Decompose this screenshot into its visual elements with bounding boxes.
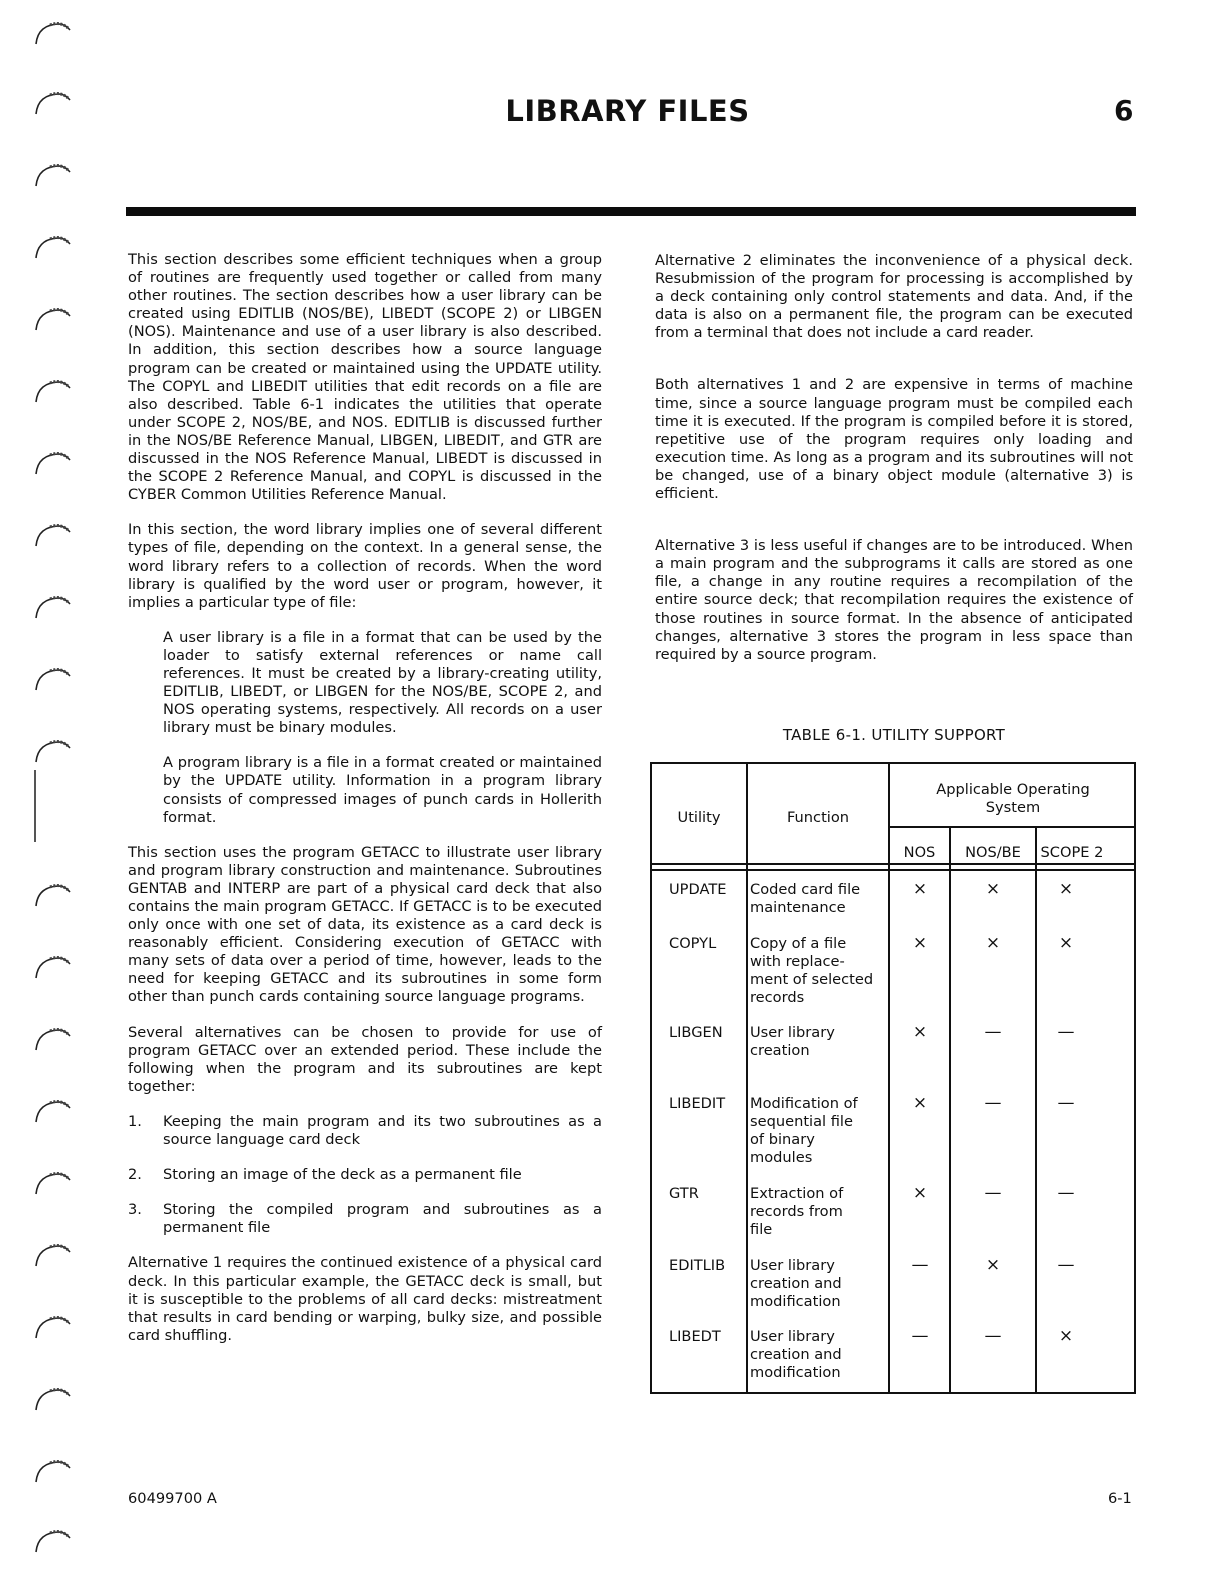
binder-hole-icon xyxy=(26,520,72,550)
binder-hole-icon xyxy=(26,1240,72,1270)
mark-nos-be: — xyxy=(984,1022,1002,1042)
mark-scope2: — xyxy=(1057,1093,1075,1113)
right-column xyxy=(655,252,1133,698)
mark-scope2: — xyxy=(1057,1255,1075,1275)
binder-hole-icon xyxy=(26,304,72,334)
paragraph: Several alternatives can be chosen to provide for use of program GETACC over an extended period. These include the following when the program and its subroutines are kept together: xyxy=(128,1023,602,1095)
mark-nos-be: — xyxy=(984,1093,1002,1113)
cell-function: file xyxy=(750,1221,773,1238)
mark-nos-be: — xyxy=(984,1326,1002,1346)
cell-utility: COPYL xyxy=(669,935,717,952)
mark-nos-be: × xyxy=(985,1255,1001,1275)
list-text: Keeping the main program and its two subroutines as a source language card deck xyxy=(163,1112,602,1149)
list-number: 2. xyxy=(128,1166,142,1184)
list-item xyxy=(128,1166,602,1184)
header-scope2: SCOPE 2 xyxy=(1040,844,1104,861)
header-function: Function xyxy=(786,809,850,826)
paragraph: In this section, the word library implies one of several different types of file, depending on the context. In a general sense, the word library refers to a collection of records. When the word library is qualified by the word user or program, however, it implies a particular type of file: xyxy=(128,521,602,611)
cell-function: Copy of a file xyxy=(750,935,847,952)
mark-nos: × xyxy=(912,1022,928,1042)
cell-utility: EDITLIB xyxy=(669,1257,726,1274)
cell-function: Modification of xyxy=(750,1095,858,1112)
page-title: LIBRARY FILES xyxy=(505,94,750,128)
cell-utility: LIBEDIT xyxy=(669,1095,726,1112)
header-utility: Utility xyxy=(677,809,721,826)
binder-hole-icon xyxy=(26,448,72,478)
cell-function: creation and xyxy=(750,1275,842,1292)
list-item xyxy=(128,1201,602,1237)
header-applicable-os: Applicable Operating xyxy=(936,781,1090,798)
cell-function: User library xyxy=(750,1257,835,1274)
binder-hole-icon xyxy=(26,160,72,190)
cell-utility: LIBGEN xyxy=(669,1024,723,1041)
left-column xyxy=(128,251,602,1362)
alternatives-list xyxy=(128,1113,602,1237)
paragraph: Both alternatives 1 and 2 are expensive in terms of machine time, since a source language program must be compiled each time it is executed. If the program is compiled before it is stored, repetitive use of the program requires only loading and execution time. As long as a program and its subroutines will not be changed, use of a binary object module (alternative 3) is efficient. xyxy=(655,376,1133,503)
section-number: 6 xyxy=(1114,94,1134,127)
table-divider xyxy=(746,764,748,1392)
mark-scope2: × xyxy=(1058,879,1074,899)
list-number: 1. xyxy=(128,1112,142,1130)
binder-hole-icon xyxy=(26,880,72,910)
cell-function: records from xyxy=(750,1203,843,1220)
header-nos: NOS xyxy=(903,844,936,861)
binder-hole-icon xyxy=(26,592,72,622)
binder-hole-icon xyxy=(26,736,72,766)
cell-function: sequential file xyxy=(750,1113,853,1130)
binder-hole-icon xyxy=(26,1312,72,1342)
cell-utility: GTR xyxy=(669,1185,699,1202)
cell-function: User library xyxy=(750,1328,835,1345)
list-text: Storing an image of the deck as a permanent file xyxy=(163,1166,522,1184)
table-divider xyxy=(652,869,1134,871)
mark-scope2: × xyxy=(1058,933,1074,953)
mark-nos-be: × xyxy=(985,933,1001,953)
cell-function: User library xyxy=(750,1024,835,1041)
cell-function: with replace- xyxy=(750,953,845,970)
binder-edge-line xyxy=(34,770,36,842)
header-rule xyxy=(126,207,1136,216)
mark-nos: — xyxy=(911,1255,929,1275)
cell-function: records xyxy=(750,989,805,1006)
list-number: 3. xyxy=(128,1201,142,1219)
header-applicable-os: System xyxy=(985,799,1041,816)
binder-hole-icon xyxy=(26,664,72,694)
cell-function: modules xyxy=(750,1149,813,1166)
binder-hole-icon xyxy=(26,1456,72,1486)
list-item xyxy=(128,1113,602,1149)
cell-utility: LIBEDT xyxy=(669,1328,721,1345)
table-divider xyxy=(888,826,1134,828)
paragraph-program-library-definition: A program library is a file in a format created or maintained by the UPDATE utility. Information in a program library consists of compressed images of punch cards in Hollerith format. xyxy=(163,754,602,826)
document-number: 60499700 A xyxy=(128,1490,217,1507)
binder-hole-icon xyxy=(26,376,72,406)
binder-hole-icon xyxy=(26,952,72,982)
cell-function: maintenance xyxy=(750,899,846,916)
table-divider xyxy=(652,863,1134,865)
mark-nos: × xyxy=(912,1183,928,1203)
cell-function: modification xyxy=(750,1364,841,1381)
paragraph: Alternative 1 requires the continued existence of a physical card deck. In this particular example, the GETACC deck is small, but it is susceptible to the problems of all card decks: mistreatment that results in card bending or warping, bulky size, and possible card shuffling. xyxy=(128,1254,602,1344)
table-caption: TABLE 6-1. UTILITY SUPPORT xyxy=(782,726,1006,744)
cell-function: of binary xyxy=(750,1131,815,1148)
mark-nos: — xyxy=(911,1326,929,1346)
binder-hole-icon xyxy=(26,232,72,262)
cell-function: creation and xyxy=(750,1346,842,1363)
paragraph: This section describes some efficient techniques when a group of routines are frequently used together or called from many other routines. The section describes how a user library can be created using EDITLIB (NOS/BE), LIBEDT (SCOPE 2) or LIBGEN (NOS). Maintenance and use of a user library is also described. In addition, this section describes how a source language program can be created or maintained using the UPDATE utility. The COPYL and LIBEDIT utilities that edit records on a file are also described. Table 6-1 indicates the utilities that operate under SCOPE 2, NOS/BE, and NOS. EDITLIB is discussed further in the NOS/BE Reference Manual, LIBGEN, LIBEDIT, and GTR are discussed in the NOS Reference Manual, LIBEDT is discussed in the SCOPE 2 Reference Manual, and COPYL is discussed in the CYBER Common Utilities Reference Manual. xyxy=(128,251,602,504)
cell-utility: UPDATE xyxy=(669,881,727,898)
mark-nos-be: × xyxy=(985,879,1001,899)
mark-scope2: — xyxy=(1057,1183,1075,1203)
binder-hole-icon xyxy=(26,1384,72,1414)
mark-scope2: — xyxy=(1057,1022,1075,1042)
paragraph: This section uses the program GETACC to illustrate user library and program library construction and maintenance. Subroutines GENTAB and INTERP are part of a physical card deck that also contains the main program GETACC. If GETACC is to be executed only once with one set of data, its existence as a card deck is reasonably efficient. Considering execution of GETACC with many sets of data over a period of time, however, leads to the need for keeping GETACC and its subroutines in some form other than punch cards containing source language programs. xyxy=(128,843,602,1006)
mark-nos: × xyxy=(912,1093,928,1113)
utility-support-table xyxy=(650,762,1136,1394)
binder-hole-icon xyxy=(26,1024,72,1054)
paragraph: Alternative 2 eliminates the inconvenience of a physical deck. Resubmission of the program for processing is accomplished by a deck containing only control statements and data. And, if the data is also on a permanent file, the program can be executed from a terminal that does not include a card reader. xyxy=(655,252,1133,342)
paragraph-user-library-definition: A user library is a file in a format that can be used by the loader to satisfy external references or name call references. It must be created by a library-creating utility, EDITLIB, LIBEDT, or LIBGEN for the NOS/BE, SCOPE 2, and NOS operating systems, respectively. All records on a user library must be binary modules. xyxy=(163,628,602,737)
mark-nos: × xyxy=(912,933,928,953)
binder-hole-icon xyxy=(26,1526,72,1556)
binder-hole-icon xyxy=(26,1168,72,1198)
cell-function: Extraction of xyxy=(750,1185,844,1202)
cell-function: creation xyxy=(750,1042,810,1059)
cell-function: ment of selected xyxy=(750,971,874,988)
mark-nos-be: — xyxy=(984,1183,1002,1203)
paragraph: Alternative 3 is less useful if changes are to be introduced. When a main program and the subprograms it calls are stored as one file, a change in any routine requires a recompilation of the entire source deck; that recompilation requires the existence of those routines in source format. In the absence of anticipated changes, alternative 3 stores the program in less space than required by a source program. xyxy=(655,537,1133,663)
cell-function: modification xyxy=(750,1293,841,1310)
binder-hole-icon xyxy=(26,1096,72,1126)
header-nos-be: NOS/BE xyxy=(965,844,1021,861)
cell-function: Coded card file xyxy=(750,881,861,898)
page-number: 6-1 xyxy=(1108,1490,1132,1507)
mark-nos: × xyxy=(912,879,928,899)
binder-hole-icon xyxy=(26,18,72,48)
list-text: Storing the compiled program and subroutines as a permanent file xyxy=(163,1201,602,1237)
mark-scope2: × xyxy=(1058,1326,1074,1346)
